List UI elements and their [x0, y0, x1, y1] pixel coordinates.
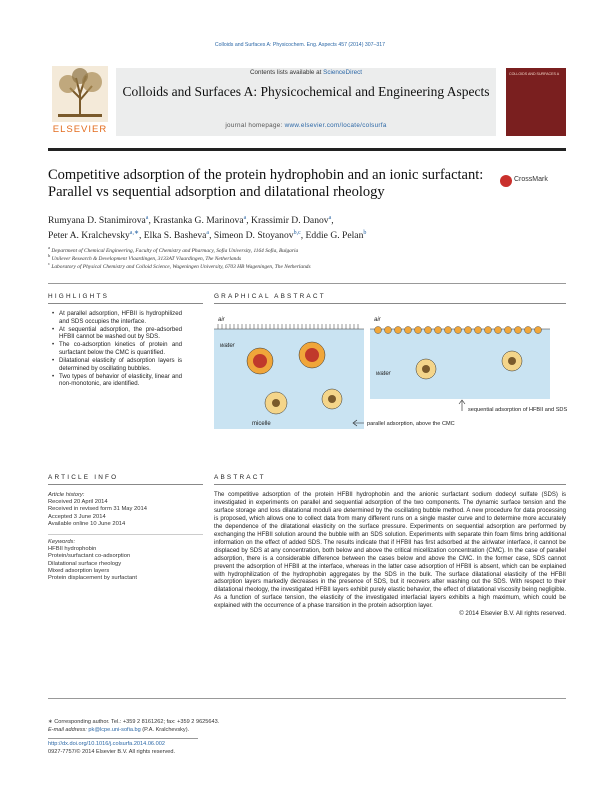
keywords-list: [48, 546, 203, 582]
arrow-up-icon: [459, 400, 465, 411]
author-separator: ,: [300, 230, 306, 242]
author-affiliation-mark: a: [328, 215, 332, 221]
email-link[interactable]: pk@lcpe.uni-sofia.bg: [88, 726, 141, 733]
history-item: Accepted 3 June 2014: [48, 513, 106, 520]
header-rule: [48, 148, 566, 151]
hfbii-aggregate-1: [247, 348, 273, 374]
author-name[interactable]: Peter A. Kralchevsky: [48, 230, 130, 242]
keyword-item: Protein displacement by surfactant: [48, 575, 137, 582]
micelle-right: [416, 359, 436, 379]
body-end-rule: [48, 698, 566, 699]
affiliation-rule: [48, 283, 566, 284]
highlight-item: • Two types of behavior of elasticity, linear and non-monotonic, are identified.: [52, 373, 182, 388]
label-air-left: air: [218, 317, 225, 323]
protein-layer-right: [375, 327, 542, 334]
author-name[interactable]: Simeon D. Stoyanov: [213, 230, 294, 242]
history-list: [48, 499, 203, 528]
homepage-prefix: journal homepage:: [225, 122, 285, 129]
author-separator: ,: [331, 215, 334, 227]
caption-parallel: parallel adsorption, above the CMC: [367, 421, 455, 427]
affiliation-mark: b: [48, 253, 51, 258]
affiliation-mark: c: [48, 261, 50, 266]
author-affiliation-mark: b: [363, 230, 367, 237]
author-list: [48, 212, 558, 242]
affiliation-mark: a: [48, 245, 50, 250]
highlight-item: • At parallel adsorption, HFBII is hydrophilized and SDS occupies the interface.: [52, 310, 182, 325]
corresponding-author: ∗ Corresponding author. Tel.: +359 2 8161262; fax: +359 2 9625643.: [48, 719, 220, 725]
affiliation-text: Unilever Research & Development Vlaardingen, 3133AT Vlaardingen, The Netherlands: [51, 255, 242, 262]
graphical-abstract-heading: GRAPHICAL ABSTRACT: [214, 293, 326, 300]
author-name[interactable]: Rumyana D. Stanimirova: [48, 215, 146, 227]
sciencedirect-link[interactable]: ScienceDirect: [323, 69, 362, 76]
crossmark-label: CrossMark: [514, 176, 548, 183]
contents-line: [116, 69, 496, 76]
abstract-body: [214, 492, 566, 619]
caption-sequential: sequential adsorption of HFBII and SDS: [468, 407, 568, 413]
affiliation-item: [48, 261, 566, 270]
author-name[interactable]: Elka S. Basheva: [143, 230, 207, 242]
abstract-copyright: © 2014 Elsevier B.V. All rights reserved.: [459, 611, 566, 618]
journal-homepage: [116, 122, 496, 129]
history-label: Article history:: [48, 492, 85, 498]
affiliation-text: Department of Chemical Engineering, Faculty of Chemistry and Pharmacy, Sofia University, 1164 Sofia, Bulgaria: [51, 247, 299, 254]
micelle-shape: [265, 392, 287, 414]
article-info-block: [48, 492, 203, 582]
history-item: Available online 10 June 2014: [48, 520, 126, 527]
label-micelle: micelle: [252, 421, 271, 427]
highlight-item: • At sequential adsorption, the pre-adsorbed HFBII cannot be washed out by SDS.: [52, 326, 182, 341]
keywords-divider: [48, 534, 203, 535]
micelle-right-2: [502, 351, 522, 371]
contents-prefix: Contents lists available at: [249, 69, 324, 76]
journal-cover-title: COLLOIDS AND SURFACES A: [509, 72, 560, 76]
author-separator: ,: [139, 230, 144, 242]
keyword-item: HFBII hydrophobin: [48, 546, 97, 553]
micelle-shape-2: [322, 389, 342, 409]
label-air-right: air: [374, 317, 381, 323]
history-item: Received 20 April 2014: [48, 499, 108, 506]
journal-cover-thumbnail: [506, 68, 566, 136]
author-affiliation-mark: b,c: [293, 230, 301, 237]
author-name[interactable]: Krassimir D. Danov: [251, 215, 329, 227]
author-affiliation-mark: a: [145, 215, 149, 221]
doi-block: [48, 741, 566, 756]
keyword-item: Protein/surfactant co-adsorption: [48, 553, 131, 560]
history-item: Received in revised form 31 May 2014: [48, 506, 147, 513]
email-label: E-mail address:: [48, 726, 89, 733]
journal-title: Colloids and Surfaces A: Physicochemical and Engineering Aspects: [122, 84, 490, 99]
label-water-right: water: [376, 371, 391, 377]
author-affiliation-mark: a: [243, 215, 247, 221]
abstract-rule: [214, 484, 566, 485]
crossmark-badge[interactable]: [500, 175, 566, 187]
homepage-link[interactable]: www.elsevier.com/locate/colsurfa: [284, 122, 387, 129]
journal-header: [48, 64, 566, 136]
article-title: Competitive adsorption of the protein hydrophobin and an ionic surfactant: Parallel vs sequential adsorption and dilatational rheology: [48, 167, 484, 200]
author-name[interactable]: Krastanka G. Marinova: [153, 215, 244, 227]
keyword-item: Dilatational surface rheology: [48, 560, 122, 567]
affiliation-text: Laboratory of Physical Chemistry and Colloid Science, Wageningen University, 6703 HB Wageningen, The Netherlands: [51, 263, 311, 270]
author-affiliation-mark: a: [206, 230, 210, 237]
article-info-rule: [48, 484, 203, 485]
issn-line: 0927-7757/© 2014 Elsevier B.V. All rights reserved.: [48, 748, 176, 755]
doi-link[interactable]: http://dx.doi.org/10.1016/j.colsurfa.2014.06.002: [48, 741, 165, 747]
keywords-label: Keywords:: [48, 539, 76, 546]
citation-line[interactable]: Colloids and Surfaces A: Physicochem. Eng. Aspects 457 (2014) 307–317: [214, 42, 386, 48]
abstract-text: The competitive adsorption of the protein HFBII hydrophobin and the anionic surfactant sodium dodecyl sulfate (SDS) is investigated in experiments on parallel and sequential adsorption of the two components. The dynamic surface tension and the surface storage and loss dilatational moduli are determined by the oscillating bubble method. A new procedure for data processing is proposed, which allows one to collect data from many different runs on a single master curve and to determine more accurately the dependence of the dilatational elasticity on the surface pressure. Experiments on sequential adsorption are performed by exchanging the HFBII solution around the bubble with an SDS solution. Experiments with separate thin foam films bring additional information on the effect of added SDS. The results indicate that if HFBII has first adsorbed at the air/water interface, it cannot be displaced by SDS at any concentration, both below and above the critical micellization concentration (CMC). In the case of parallel adsorption, there is a considerable difference between the cases below and above the CMC. In the former case, SDS cannot prevent the adsorption of HFBII at the interface, whereas in the latter case adsorption of HFBII is absent, which can be explained with hydrophilization of the hydrophobin aggregates by the SDS in the bulk. The surface dilatational elasticity of the HFBII adsorption layers markedly decreases in the presence of SDS, but it recovers after washing out the SDS. With respect to their dilatational rheology, the investigated HFBII layers exhibit purely elastic behavior, the effect of dilatational viscosity being negligible. As a function of surface tension, the elasticity of the investigated interfacial layers exhibits a high maximum, which could be explained with the occurrence of a phase transition in the protein adsorption layer.: [214, 492, 566, 610]
footnote-block: [48, 719, 566, 734]
author-name[interactable]: Eddie G. Pelan: [305, 230, 364, 242]
elsevier-wordmark: ELSEVIER: [52, 124, 108, 135]
footer-rule: [48, 738, 198, 739]
hfbii-aggregate-2: [299, 342, 325, 368]
author-separator: ,: [246, 215, 252, 227]
label-water-left: water: [220, 343, 235, 349]
email-line: [48, 727, 566, 735]
author-separator: ,: [148, 215, 154, 227]
right-water-panel: [370, 329, 550, 399]
graphical-abstract-figure: [212, 311, 568, 439]
surfactant-layer-left: [218, 324, 358, 329]
highlight-item: • Dilatational elasticity of adsorption layers is determined by oscillating bubbles.: [52, 357, 182, 372]
highlight-item: • The co-adsorption kinetics of protein and surfactant below the CMC is quantified.: [52, 341, 182, 356]
email-suffix: (P.A. Kralchevsky).: [140, 726, 190, 733]
author-affiliation-mark: a,∗: [129, 230, 139, 237]
author-separator: ,: [209, 230, 214, 242]
keyword-item: Mixed adsorption layers: [48, 567, 110, 574]
graphical-abstract-rule: [214, 303, 566, 304]
highlights-heading: HIGHLIGHTS: [48, 293, 110, 300]
article-info-heading: ARTICLE INFO: [48, 474, 119, 481]
crossmark-icon: [500, 175, 512, 187]
abstract-heading: ABSTRACT: [214, 474, 266, 481]
highlights-rule: [48, 303, 203, 304]
left-water-panel: [214, 329, 364, 429]
highlights-list: [52, 310, 182, 388]
